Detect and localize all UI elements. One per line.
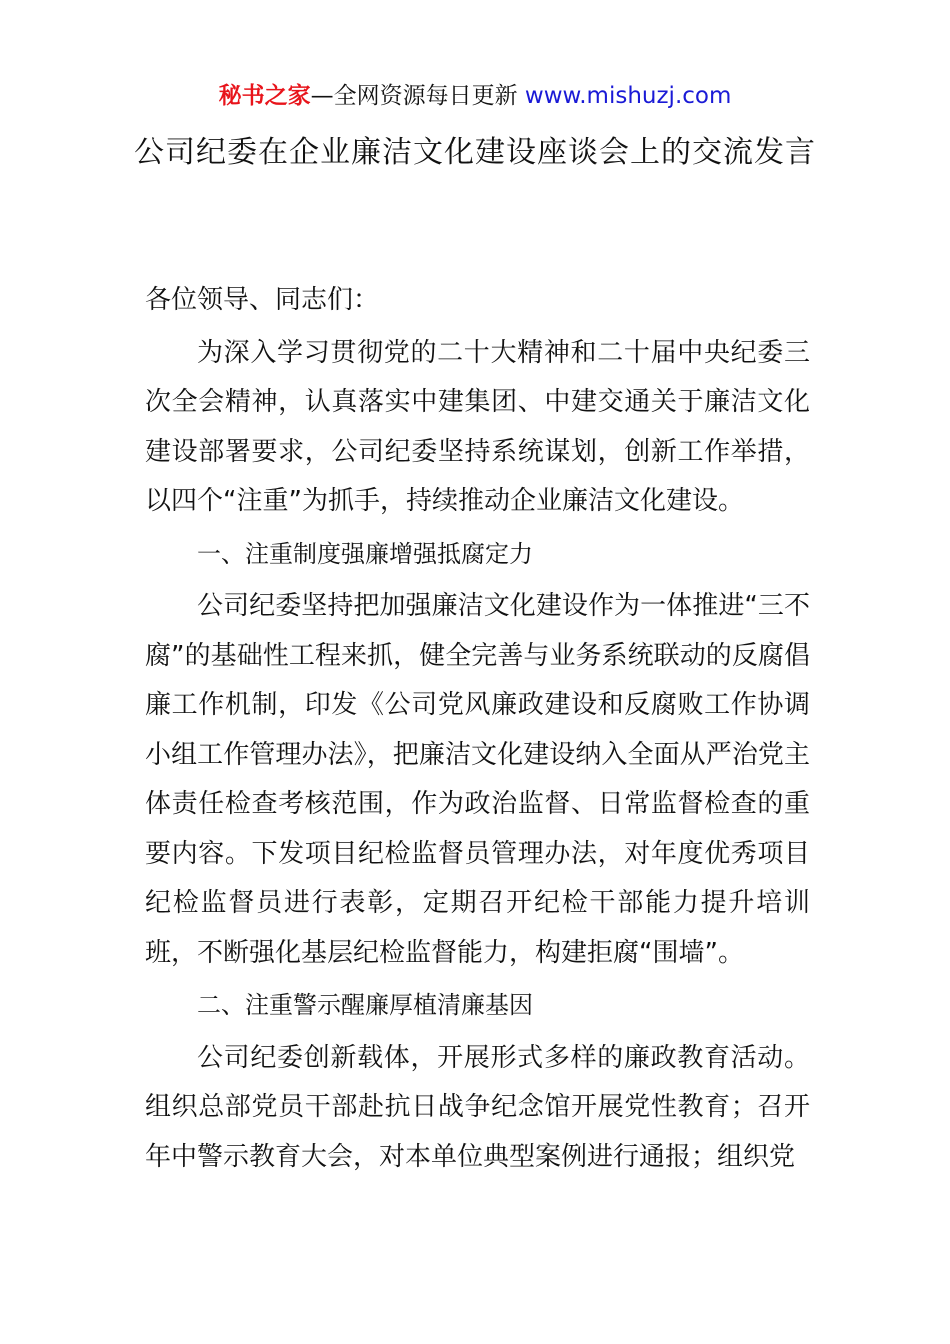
section-2-paragraph: 公司纪委创新载体，开展形式多样的廉政教育活动。组织总部党员干部赴抗日战争纪念馆开展党性教育；召开年中警示教育大会，对本单位典型案例进行通报；组织党 (145, 1042, 810, 1172)
salutation: 各位领导、同志们： (145, 285, 380, 315)
site-url-link[interactable]: www.mishuzj.com (524, 83, 732, 109)
site-header (0, 80, 950, 112)
intro-paragraph: 为深入学习贯彻党的二十大精神和二十届中央纪委三次全会精神，认真落实中建集团、中建交通关于廉洁文化建设部署要求，公司纪委坚持系统谋划，创新工作举措，以四个“注重”为抓手，持续推动企业廉洁文化建设。 (145, 337, 810, 516)
site-tagline: —全网资源每日更新 (310, 83, 525, 109)
section-1-heading: 一、注重制度强廉增强抵腐定力 (197, 539, 533, 568)
site-brand: 秘书之家 (218, 83, 311, 109)
document-body (145, 276, 810, 1185)
section-1-paragraph: 公司纪委坚持把加强廉洁文化建设作为一体推进“三不腐”的基础性工程来抓，健全完善与业务系统联动的反腐倡廉工作机制，印发《公司党风廉政建设和反腐败工作协调小组工作管理办法》，把廉洁文化建设纳入全面从严治党主体责任检查考核范围，作为政治监督、日常监督检查的重要内容。下发项目纪检监督员管理办法，对年度优秀项目纪检监督员进行表彰，定期召开纪检干部能力提升培训班，不断强化基层纪检监督能力，构建拒腐“围墙”。 (145, 591, 810, 968)
section-2-heading: 二、注重警示醒廉厚植清廉基因 (197, 991, 533, 1019)
document-title: 公司纪委在企业廉洁文化建设座谈会上的交流发言 (134, 135, 816, 170)
